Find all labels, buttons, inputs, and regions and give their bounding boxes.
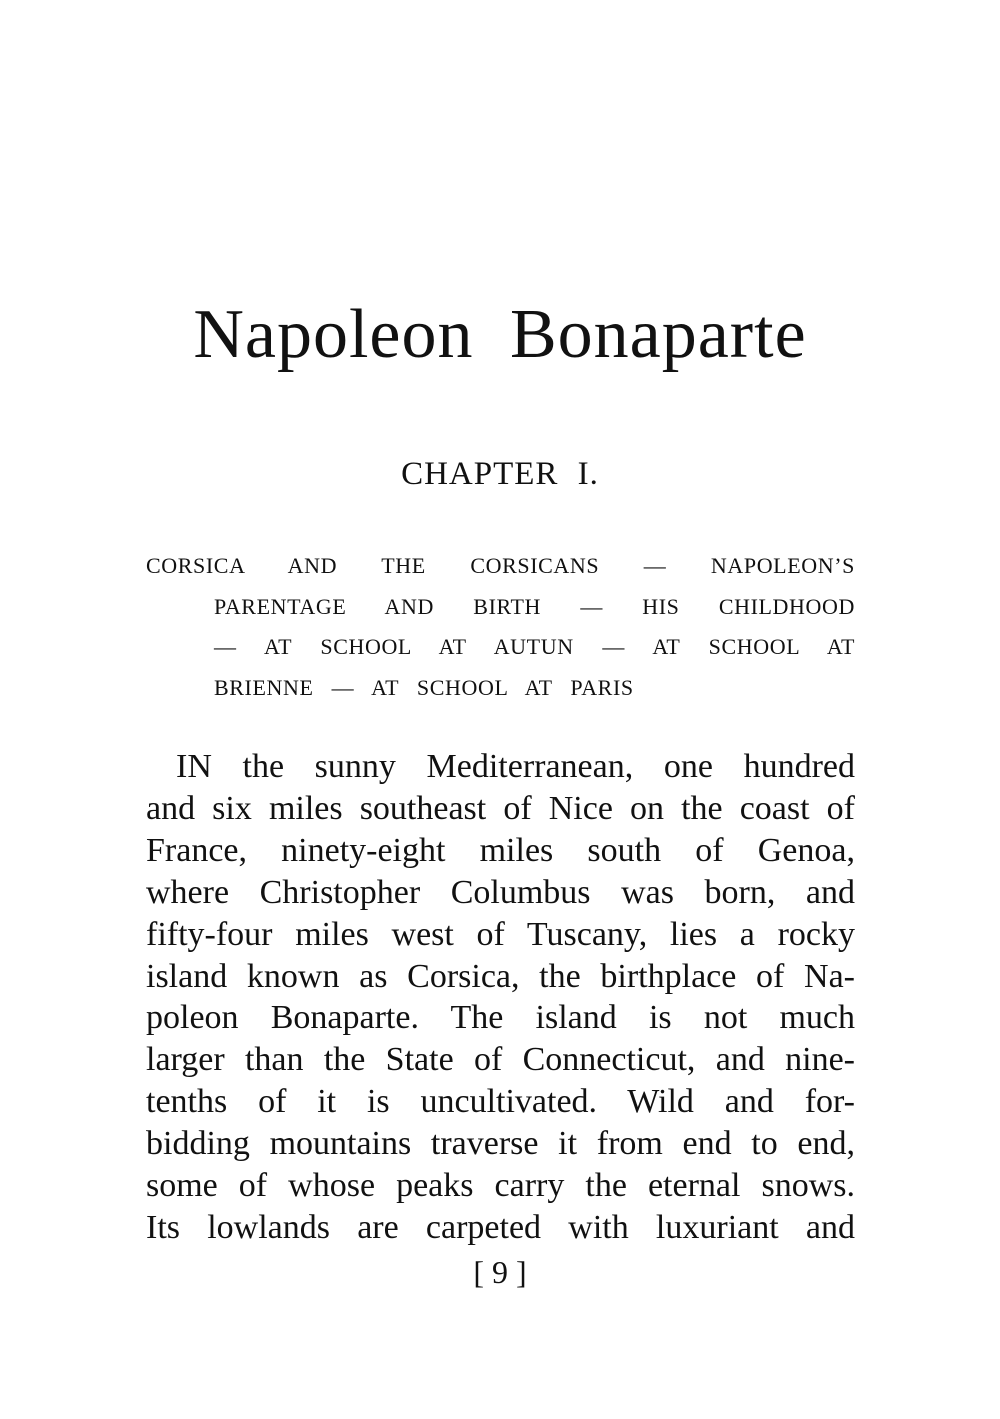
body-paragraph [146,746,855,1249]
body-line: larger than the State of Connecticut, and nine- [146,1041,855,1079]
body-line: Its lowlands are carpeted with luxuriant and [146,1208,855,1246]
body-line: tenths of it is uncultivated. Wild and for- [146,1083,855,1121]
body-line: where Christopher Columbus was born, and [146,873,855,911]
body-line: bidding mountains traverse it from end to end, [146,1125,855,1163]
synopsis-line: PARENTAGE AND BIRTH — HIS CHILDHOOD [214,593,855,619]
book-title: Napoleon Bonaparte [193,296,807,373]
body-line: IN the sunny Mediterranean, one hundred [176,748,855,785]
body-line: poleon Bonaparte. The island is not much [146,999,855,1037]
synopsis-line: BRIENNE — AT SCHOOL AT PARIS [214,674,634,700]
synopsis-line: — AT SCHOOL AT AUTUN — AT SCHOOL AT [214,634,855,659]
body-line: fifty-four miles west of Tuscany, lies a rocky [146,915,855,953]
body-line: France, ninety-eight miles south of Genoa, [146,831,855,869]
chapter-heading: CHAPTER I. [401,456,599,492]
synopsis-line: CORSICA AND THE CORSICANS — NAPOLEON’S [146,553,855,578]
body-line: some of whose peaks carry the eternal snows. [146,1167,855,1205]
chapter-synopsis [146,546,855,708]
body-line: island known as Corsica, the birthplace of Na- [146,957,855,995]
page-number: [ 9 ] [473,1254,527,1290]
body-line: and six miles southeast of Nice on the coast of [146,789,855,827]
